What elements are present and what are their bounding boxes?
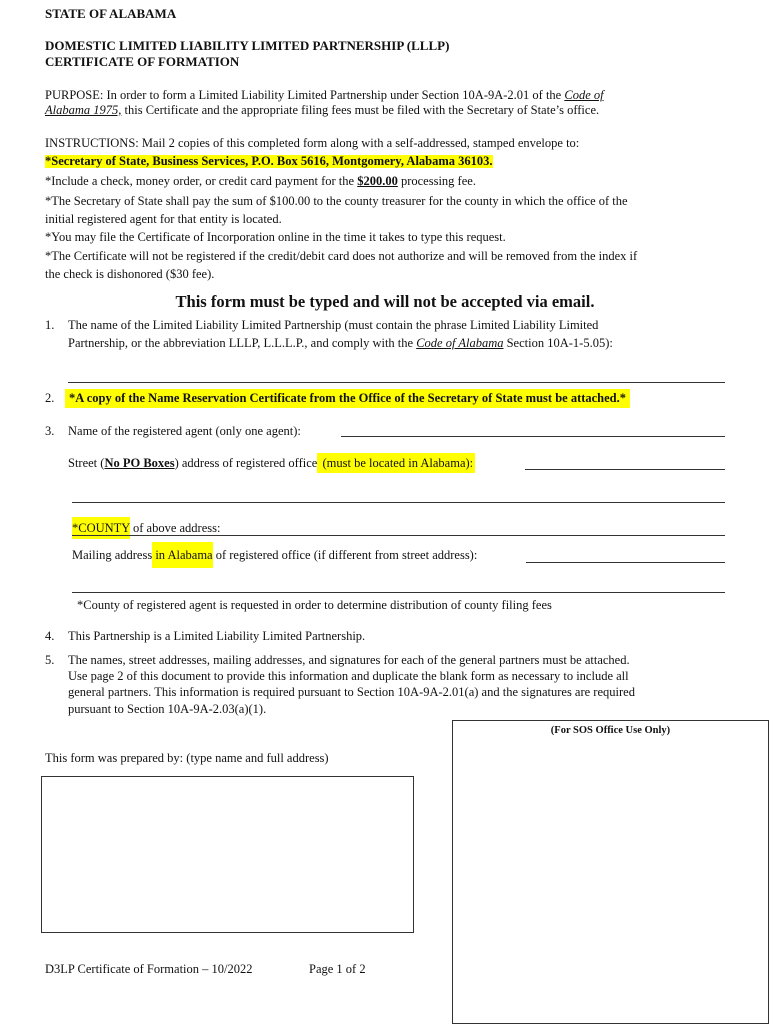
county-highlight: *COUNTY <box>72 517 130 539</box>
item-number-1: 1. <box>45 318 55 332</box>
mailing-address-field[interactable] <box>526 562 725 563</box>
code-of-alabama-citation-cont: Alabama 1975, <box>45 103 122 117</box>
form-identifier: D3LP Certificate of Formation – 10/2022 <box>45 962 253 976</box>
item-number-3: 3. <box>45 424 55 438</box>
name-reservation-highlight: *A copy of the Name Reservation Certificate from the Office of the Secretary of State must be attached.* <box>65 389 630 408</box>
must-be-in-alabama-highlight: (must be located in Alabama): <box>317 453 475 473</box>
item-5-line-3: general partners. This information is required pursuant to Section 10A-9A-2.01(a) and the signatures are required <box>68 685 635 699</box>
mailing-address-field-line-2[interactable] <box>72 592 725 593</box>
payment-instruction: *Include a check, money order, or credit card payment for the $200.00 processing fee. <box>45 174 476 188</box>
street-address-field-line-2[interactable] <box>72 502 725 503</box>
in-alabama-highlight: in Alabama <box>152 542 212 568</box>
dishonored-check-note-2: the check is dishonored ($30 fee). <box>45 267 215 281</box>
sos-office-use-label: (For SOS Office Use Only) <box>550 725 671 736</box>
county-distribution-note: *County of registered agent is requested in order to determine distribution of county filing fees <box>77 598 552 612</box>
purpose-line-2: Alabama 1975, this Certificate and the appropriate filing fees must be filed with the Secretary of State’s office. <box>45 103 600 117</box>
prepared-by-label: This form was prepared by: (type name and full address) <box>45 751 329 765</box>
item-number-2: 2. <box>45 391 55 405</box>
street-address-label: Street (No PO Boxes) address of registered office (must be located in Alabama): <box>68 457 475 470</box>
state-heading: STATE OF ALABAMA <box>45 6 177 21</box>
registered-agent-label: Name of the registered agent (only one agent): <box>68 424 301 438</box>
item-1-line-2: Partnership, or the abbreviation LLLP, L.L.L.P., and comply with the Code of Alabama Section 10A-1-5.05): <box>68 336 613 350</box>
form-title: DOMESTIC LIMITED LIABILITY LIMITED PARTNERSHIP (LLLP) <box>45 38 450 53</box>
county-treasurer-note-2: initial registered agent for that entity is located. <box>45 212 282 226</box>
typed-only-notice: This form must be typed and will not be accepted via email. <box>175 292 595 311</box>
item-1-line-1: The name of the Limited Liability Limited Partnership (must contain the phrase Limited Liability Limited <box>68 318 599 332</box>
llllp-name-field[interactable] <box>68 382 725 383</box>
sos-office-use-box <box>452 720 769 1024</box>
mailing-address-highlight: *Secretary of State, Business Services, P.O. Box 5616, Montgomery, Alabama 36103. <box>45 154 493 168</box>
mailing-address-label: Mailing address in Alabama of registered office (if different from street address): <box>72 549 477 562</box>
page-number: Page 1 of 2 <box>309 962 366 976</box>
dishonored-check-note-1: *The Certificate will not be registered if the credit/debit card does not authorize and will be removed from the index if <box>45 249 638 263</box>
form-subtitle: CERTIFICATE OF FORMATION <box>45 54 240 69</box>
county-field[interactable] <box>72 535 725 536</box>
street-address-field[interactable] <box>525 469 725 470</box>
no-po-boxes: No PO Boxes <box>104 456 175 470</box>
code-of-alabama-ref: Code of Alabama <box>416 336 504 350</box>
item-5-line-2: Use page 2 of this document to provide this information and duplicate the blank form as necessary to include all <box>68 669 629 683</box>
item-5-line-1: The names, street addresses, mailing addresses, and signatures for each of the general partners must be attached. <box>68 653 630 667</box>
item-number-4: 4. <box>45 629 55 643</box>
county-treasurer-note-1: *The Secretary of State shall pay the sum of $100.00 to the county treasurer for the county in which the office of the <box>45 194 628 208</box>
code-of-alabama-citation: Code of <box>564 88 604 102</box>
county-label: *COUNTY of above address: <box>72 522 220 535</box>
prepared-by-box[interactable] <box>41 776 414 933</box>
processing-fee: $200.00 <box>357 174 398 188</box>
registered-agent-field[interactable] <box>341 436 725 437</box>
instructions-intro: INSTRUCTIONS: Mail 2 copies of this completed form along with a self-addressed, stamped envelope to: <box>45 136 580 150</box>
item-4-text: This Partnership is a Limited Liability Limited Partnership. <box>68 629 366 643</box>
purpose-line-1: PURPOSE: In order to form a Limited Liability Limited Partnership under Section 10A-9A-2.01 of the Code of <box>45 88 604 102</box>
item-number-5: 5. <box>45 653 55 667</box>
item-5-line-4: pursuant to Section 10A-9A-2.03(a)(1). <box>68 702 267 716</box>
online-filing-note: *You may file the Certificate of Incorporation online in the time it takes to type this request. <box>45 230 506 244</box>
